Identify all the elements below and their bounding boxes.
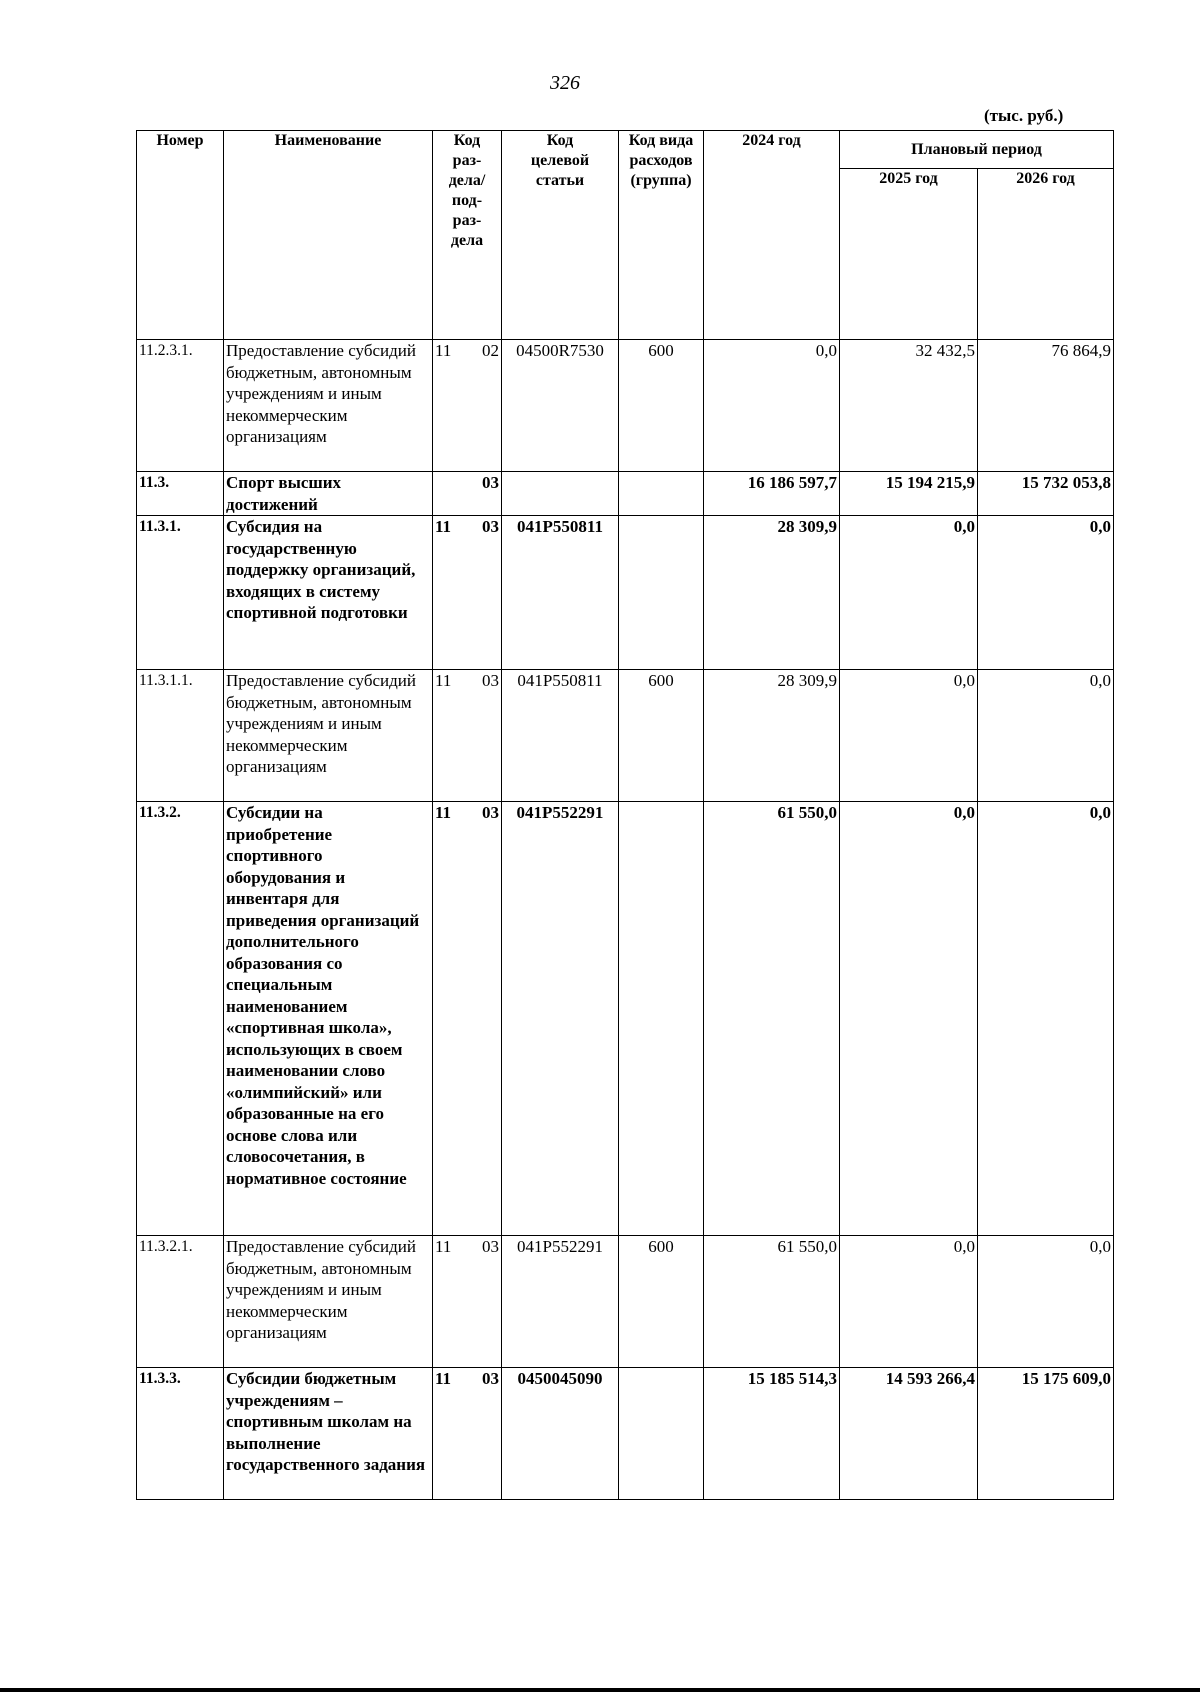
row-value-2025: 15 194 215,9 xyxy=(840,472,978,516)
header-2025: 2025 год xyxy=(840,169,978,340)
row-vid-code xyxy=(619,1368,704,1500)
row-value-2024: 16 186 597,7 xyxy=(704,472,840,516)
row-value-2025: 0,0 xyxy=(840,670,978,802)
page-number: 326 xyxy=(550,72,580,94)
row-value-2026: 0,0 xyxy=(978,1236,1114,1368)
row-number: 11.3.1. xyxy=(137,516,224,670)
row-target-code: 0450045090 xyxy=(502,1368,619,1500)
row-value-2024: 15 185 514,3 xyxy=(704,1368,840,1500)
row-value-2025: 0,0 xyxy=(840,1236,978,1368)
row-name: Субсидии на приобретение спортивного оборудования и инвентаря для приведения организаций дополнительного образования со специальным наименованием «спортивная школа», использующих в своем наименовании слово «олимпийский» или образованные на его основе слова или словосочетания, в нормативное состояние xyxy=(224,802,433,1236)
units-label: (тыс. руб.) xyxy=(984,106,1064,125)
row-vid-code xyxy=(619,516,704,670)
row-value-2025: 14 593 266,4 xyxy=(840,1368,978,1500)
table-row xyxy=(137,802,1114,1236)
row-number: 11.3.2. xyxy=(137,802,224,1236)
row-name: Предоставление субсидий бюджетным, автономным учреждениям и иным некоммерческим организациям xyxy=(224,670,433,802)
row-value-2025: 0,0 xyxy=(840,516,978,670)
podrazdel: 03 xyxy=(482,803,499,822)
row-value-2024: 61 550,0 xyxy=(704,802,840,1236)
row-name: Предоставление субсидий бюджетным, автономным учреждениям и иным некоммерческим организациям xyxy=(224,340,433,472)
podrazdel: 03 xyxy=(482,1237,499,1256)
row-value-2025: 0,0 xyxy=(840,802,978,1236)
row-razdel-code xyxy=(433,1368,502,1500)
row-razdel-code xyxy=(433,670,502,802)
row-value-2026: 15 175 609,0 xyxy=(978,1368,1114,1500)
row-target-code: 041P552291 xyxy=(502,1236,619,1368)
header-2024: 2024 год xyxy=(704,131,840,340)
table-row xyxy=(137,1368,1114,1500)
header-naimenovanie: Наименование xyxy=(224,131,433,340)
razdel: 11 xyxy=(435,803,452,822)
row-target-code: 041P552291 xyxy=(502,802,619,1236)
header-kod-celevoy: Код целевой статьи xyxy=(502,131,619,340)
row-target-code: 041P550811 xyxy=(502,670,619,802)
row-name: Субсидии бюджетным учреждениям – спортивным школам на выполнение государственного задания xyxy=(224,1368,433,1500)
razdel: 11 xyxy=(435,341,452,360)
row-name: Спорт высших достижений xyxy=(224,472,433,516)
row-value-2026: 0,0 xyxy=(978,802,1114,1236)
row-value-2024: 0,0 xyxy=(704,340,840,472)
podrazdel: 02 xyxy=(482,341,499,360)
row-value-2024: 61 550,0 xyxy=(704,1236,840,1368)
row-number: 11.3.2.1. xyxy=(137,1236,224,1368)
budget-table xyxy=(136,130,1114,1500)
row-razdel-code xyxy=(433,340,502,472)
row-value-2026: 0,0 xyxy=(978,516,1114,670)
table-row xyxy=(137,670,1114,802)
row-value-2026: 15 732 053,8 xyxy=(978,472,1114,516)
header-kod-razdela: Код раз- дела/ под- раз- дела xyxy=(433,131,502,340)
razdel: 11 xyxy=(435,671,452,690)
row-value-2026: 76 864,9 xyxy=(978,340,1114,472)
row-vid-code: 600 xyxy=(619,340,704,472)
row-target-code xyxy=(502,472,619,516)
row-number: 11.3. xyxy=(137,472,224,516)
podrazdel: 03 xyxy=(482,473,499,492)
podrazdel: 03 xyxy=(482,671,499,690)
row-razdel-code xyxy=(433,1236,502,1368)
table-row xyxy=(137,340,1114,472)
row-name: Предоставление субсидий бюджетным, автономным учреждениям и иным некоммерческим организациям xyxy=(224,1236,433,1368)
header-kod-vida: Код вида расходов (группа) xyxy=(619,131,704,340)
row-value-2026: 0,0 xyxy=(978,670,1114,802)
header-planovy-period: Плановый период xyxy=(840,131,1114,169)
razdel: 11 xyxy=(435,1369,452,1388)
table-row xyxy=(137,1236,1114,1368)
row-razdel-code xyxy=(433,472,502,516)
row-number: 11.3.3. xyxy=(137,1368,224,1500)
podrazdel: 03 xyxy=(482,1369,499,1388)
table-row xyxy=(137,516,1114,670)
header-2026: 2026 год xyxy=(978,169,1114,340)
row-vid-code: 600 xyxy=(619,1236,704,1368)
row-number: 11.2.3.1. xyxy=(137,340,224,472)
row-razdel-code xyxy=(433,802,502,1236)
row-name: Субсидия на государственную поддержку организаций, входящих в систему спортивной подготовки xyxy=(224,516,433,670)
razdel: 11 xyxy=(435,1237,452,1256)
row-value-2024: 28 309,9 xyxy=(704,670,840,802)
table-row xyxy=(137,472,1114,516)
row-target-code: 04500R7530 xyxy=(502,340,619,472)
row-vid-code xyxy=(619,802,704,1236)
row-value-2025: 32 432,5 xyxy=(840,340,978,472)
row-number: 11.3.1.1. xyxy=(137,670,224,802)
podrazdel: 03 xyxy=(482,517,499,536)
row-target-code: 041P550811 xyxy=(502,516,619,670)
razdel: 11 xyxy=(435,517,452,536)
page-bottom-rule xyxy=(0,1688,1200,1692)
row-vid-code xyxy=(619,472,704,516)
table-body xyxy=(137,340,1114,1500)
row-razdel-code xyxy=(433,516,502,670)
header-nomer: Номер xyxy=(137,131,224,340)
row-value-2024: 28 309,9 xyxy=(704,516,840,670)
row-vid-code: 600 xyxy=(619,670,704,802)
